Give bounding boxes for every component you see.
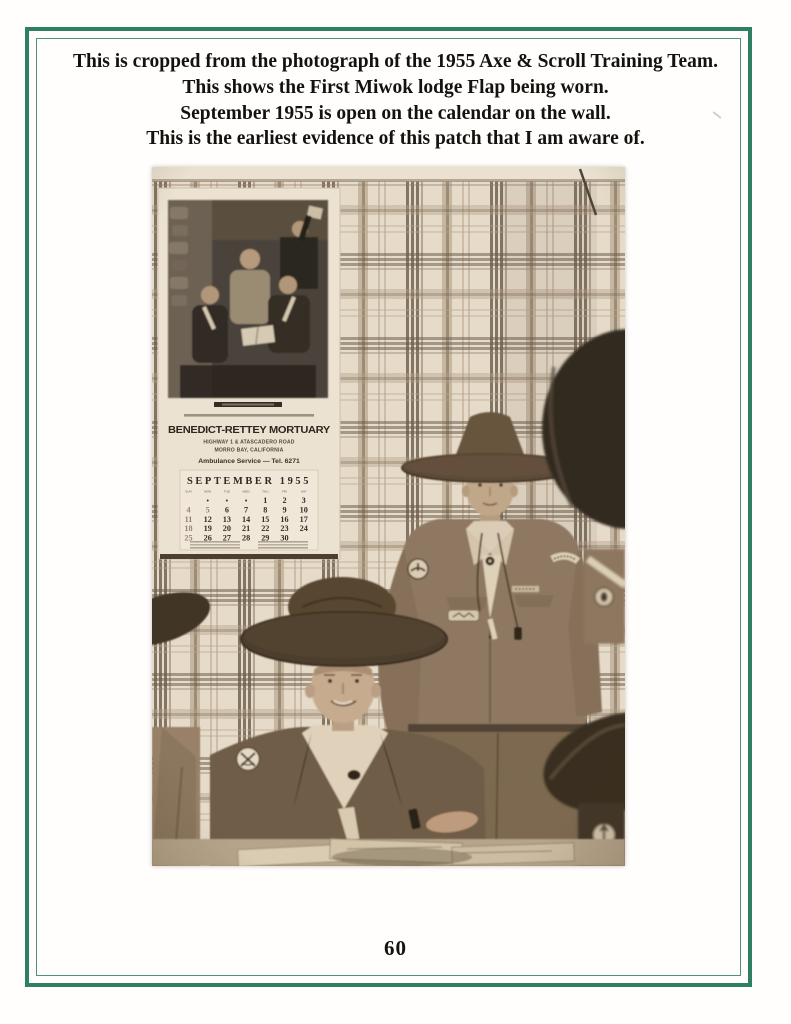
page-number: 60 <box>384 936 407 960</box>
page-caption <box>42 49 749 152</box>
photograph <box>152 167 625 866</box>
caption-line-1: This is cropped from the photograph of the 1955 Axe & Scroll Training Team. <box>72 51 718 72</box>
photo-scene <box>152 167 625 866</box>
caption-line-3: September 1955 is open on the calendar on the wall. <box>180 102 611 124</box>
caption-line-4: This is the earliest evidence of this patch that I am aware of. <box>146 128 645 150</box>
caption-line-2: This shows the First Miwok lodge Flap being worn. <box>182 76 609 98</box>
